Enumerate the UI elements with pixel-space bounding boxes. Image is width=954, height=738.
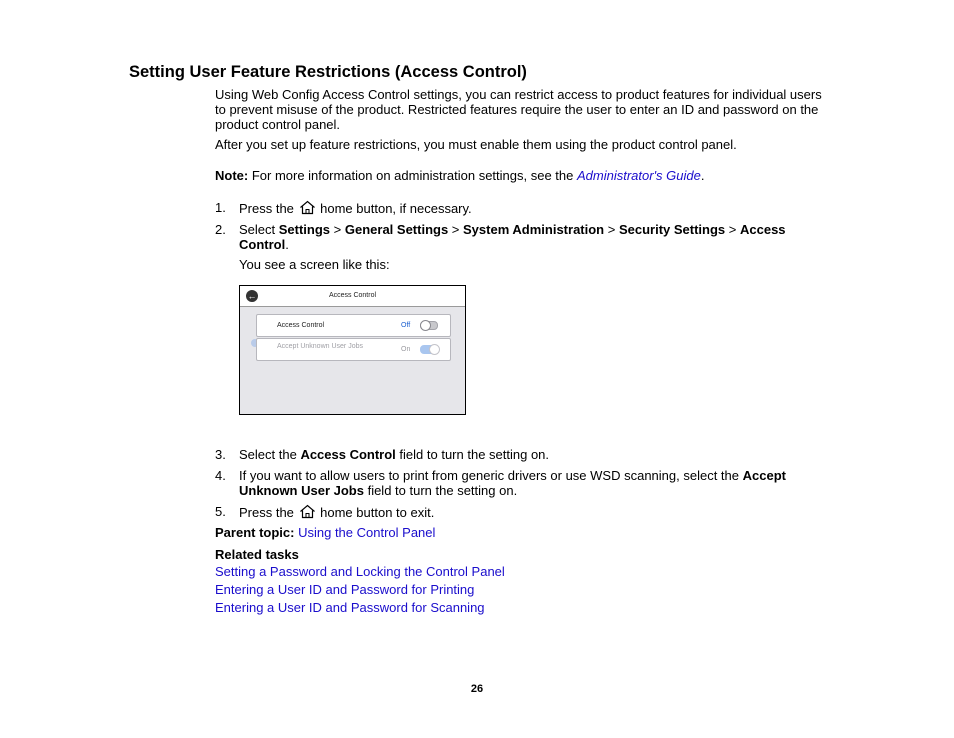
home-icon xyxy=(299,200,316,215)
toggle-knob xyxy=(429,344,440,355)
menu-settings: Settings xyxy=(278,222,331,237)
accept-unknown-user-jobs-toggle[interactable] xyxy=(420,345,438,354)
separator: > xyxy=(604,222,619,237)
step-text: home button, if necessary. xyxy=(316,201,472,216)
note-end: . xyxy=(700,168,705,183)
step-number: 4. xyxy=(215,468,226,483)
intro-paragraph: Using Web Config Access Control settings, you can restrict access to product features for individual users to prevent misuse of the product. Restricted features require the user to enter an ID and password on the product control panel. xyxy=(215,87,822,132)
related-tasks-heading: Related tasks xyxy=(215,547,299,562)
parent-topic-label: Parent topic: xyxy=(215,525,295,540)
note-text: For more information on administration settings, see the xyxy=(248,168,577,183)
intro-paragraph-2: After you set up feature restrictions, you must enable them using the product control panel. xyxy=(215,137,737,152)
step-text: Press the xyxy=(239,201,298,216)
step-text: Press the xyxy=(239,505,298,520)
step-text: home button to exit. xyxy=(316,505,435,520)
step-text: Select the xyxy=(239,447,301,462)
parent-topic xyxy=(215,525,435,540)
step-2-subtext: You see a screen like this: xyxy=(239,257,390,272)
step-text: field to turn the setting on. xyxy=(395,447,550,462)
related-task-link[interactable]: Entering a User ID and Password for Scanning xyxy=(215,600,485,615)
screen-title: Access Control xyxy=(328,292,377,299)
separator: > xyxy=(725,222,740,237)
separator: > xyxy=(330,222,345,237)
step-1-text xyxy=(239,200,829,216)
access-control-label: Access Control xyxy=(277,322,325,329)
accept-unknown-user-jobs-label: Accept Unknown User Jobs xyxy=(277,343,363,350)
note-paragraph xyxy=(215,168,835,183)
related-task-link[interactable]: Setting a Password and Locking the Control Panel xyxy=(215,564,505,579)
access-control-value: Off xyxy=(401,322,411,329)
administrators-guide-link[interactable]: Administrator's Guide xyxy=(576,168,701,183)
page-number: 26 xyxy=(470,683,484,695)
step-4-text xyxy=(239,468,804,498)
step-2-text xyxy=(239,222,799,252)
home-icon xyxy=(299,504,316,519)
accept-unknown-user-jobs-value: On xyxy=(401,346,411,353)
step-text: field to turn the setting on. xyxy=(363,483,518,498)
access-control-toggle[interactable] xyxy=(420,321,438,330)
step-number: 1. xyxy=(215,200,226,215)
access-control-field: Access Control xyxy=(300,447,396,462)
access-control-row[interactable] xyxy=(256,314,451,337)
step-end: . xyxy=(285,237,289,252)
step-5-text xyxy=(239,504,829,520)
accept-unknown-user-jobs-row[interactable] xyxy=(256,338,451,361)
step-text: If you want to allow users to print from generic drivers or use WSD scanning, select the xyxy=(239,468,743,483)
menu-access-control: Access Control xyxy=(239,222,786,252)
related-task-link[interactable]: Entering a User ID and Password for Printing xyxy=(215,582,475,597)
parent-topic-link[interactable]: Using the Control Panel xyxy=(298,525,436,540)
note-label: Note: xyxy=(215,168,249,183)
toggle-knob xyxy=(420,320,431,331)
menu-security-settings: Security Settings xyxy=(618,222,726,237)
step-3-text xyxy=(239,447,829,462)
step-number: 3. xyxy=(215,447,226,462)
step-number: 2. xyxy=(215,222,226,237)
step-number: 5. xyxy=(215,504,226,519)
separator: > xyxy=(448,222,464,237)
menu-general-settings: General Settings xyxy=(344,222,449,237)
accept-unknown-user-jobs-field: Accept Unknown User Jobs xyxy=(239,468,786,498)
back-arrow-icon[interactable]: ← xyxy=(247,291,257,301)
page-title: Setting User Feature Restrictions (Access Control) xyxy=(129,63,527,81)
menu-system-administration: System Administration xyxy=(463,222,605,237)
access-control-screen xyxy=(239,285,466,415)
step-text: Select xyxy=(239,222,279,237)
screen-titlebar xyxy=(240,286,465,307)
